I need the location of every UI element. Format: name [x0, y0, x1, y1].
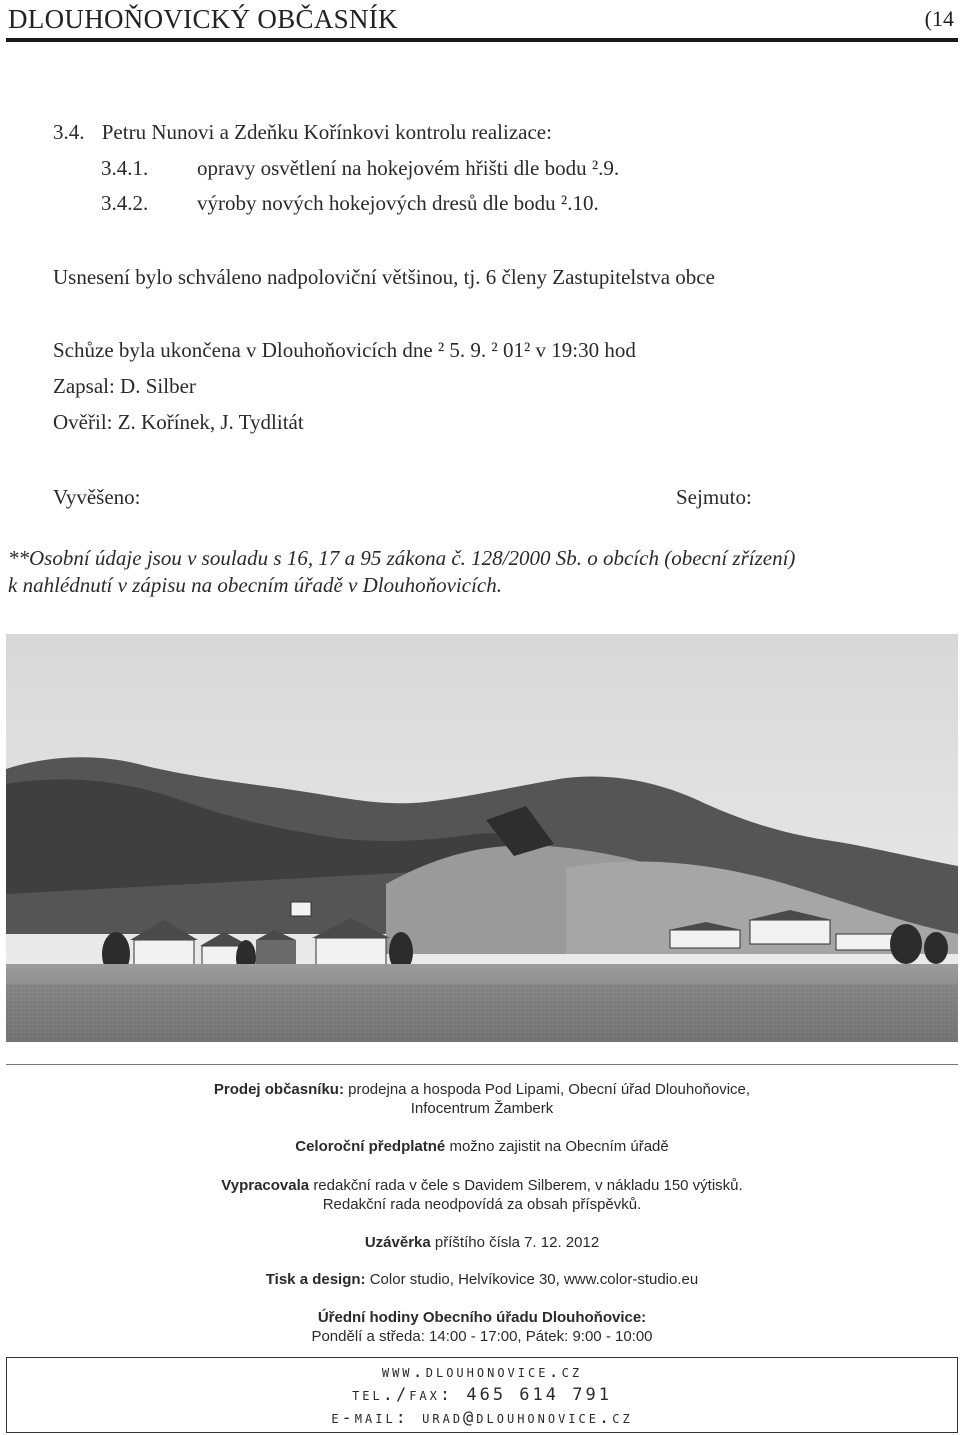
closing-text: Schůze byla ukončena v Dlouhoňovicích dne ² 5. 9. ² 01² v 19:30 hod [53, 338, 636, 362]
minutes-item-3-4 [53, 120, 552, 145]
office-hours-label: Úřední hodiny Obecního úřadu Dlouhoňovice: [317, 1309, 647, 1326]
print-text: Color studio, Helvíkovice 30, www.color-studio.eu [369, 1271, 699, 1288]
sale-label: Prodej občasníku: [213, 1081, 344, 1098]
phone-fax: tel./fax: 465 614 791 [352, 1385, 612, 1405]
masthead [6, 0, 958, 42]
verified-by: Ověřil: Z. Kořínek, J. Tydlitát [53, 410, 304, 434]
office-hours-info [6, 1308, 958, 1346]
deadline-label: Uzávěrka [364, 1234, 431, 1251]
subscription-info [6, 1137, 958, 1156]
prepared-info [6, 1176, 958, 1214]
item-number: 3.4.1. [101, 156, 149, 180]
item-number: 3.4. [53, 120, 85, 144]
email-link[interactable]: e-mail: urad@dlouhonovice.cz [331, 1408, 633, 1428]
deadline-text: příštího čísla 7. 12. 2012 [434, 1234, 600, 1251]
contact-box [6, 1357, 958, 1433]
print-info [6, 1270, 958, 1289]
office-hours-text: Pondělí a středa: 14:00 - 17:00, Pátek: 9:00 - 10:00 [311, 1328, 653, 1345]
privacy-note-line-2: k nahlédnutí v zápisu na obecním úřadě v Dlouhoňovicích. [8, 573, 502, 597]
subscription-text: možno zajistit na Obecním úřadě [449, 1138, 669, 1155]
recorded-by: Zapsal: D. Silber [53, 374, 196, 398]
privacy-note-line-1: **Osobní údaje jsou v souladu s 16, 17 a 95 zákona č. 128/2000 Sb. o obcích (obecní zřízení) [8, 546, 796, 570]
posted-label: Vyvěšeno: [53, 485, 141, 509]
footer-divider [6, 1064, 958, 1065]
prepared-label: Vypracovala [221, 1177, 310, 1194]
website-link[interactable]: www.dlouhonovice.cz [381, 1362, 583, 1382]
sale-info [6, 1080, 958, 1118]
subscription-label: Celoroční předplatné [295, 1138, 446, 1155]
privacy-note [8, 545, 958, 599]
item-text: výroby nových hokejových dresů dle bodu ².10. [197, 191, 599, 215]
minutes-item-3-4-1 [101, 156, 620, 181]
landscape-image [6, 634, 958, 1042]
resolution-text: Usnesení bylo schváleno nadpoloviční většinou, tj. 6 členy Zastupitelstva obce [53, 265, 715, 289]
item-text: opravy osvětlení na hokejovém hřišti dle bodu ².9. [197, 156, 620, 180]
print-label: Tisk a design: [265, 1271, 366, 1288]
sale-text: prodejna a hospoda Pod Lipami, Obecní úřad Dlouhoňovice, [348, 1081, 751, 1098]
removed-label: Sejmuto: [676, 485, 752, 509]
item-number: 3.4.2. [101, 191, 149, 215]
deadline-info [6, 1233, 958, 1252]
sale-text-2: Infocentrum Žamberk [410, 1100, 554, 1117]
landscape-photo [6, 634, 958, 1042]
minutes-item-3-4-2 [101, 191, 599, 216]
newsletter-title: DLOUHOŇOVICKÝ OBČASNÍK [8, 4, 398, 34]
disclaimer-text: Redakční rada neodpovídá za obsah příspěvků. [322, 1196, 642, 1213]
prepared-text: redakční rada v čele s Davidem Silberem, v nákladu 150 výtisků. [313, 1177, 743, 1194]
item-text: Petru Nunovi a Zdeňku Kořínkovi kontrolu realizace: [101, 120, 552, 144]
page-number: (14 [924, 6, 954, 31]
